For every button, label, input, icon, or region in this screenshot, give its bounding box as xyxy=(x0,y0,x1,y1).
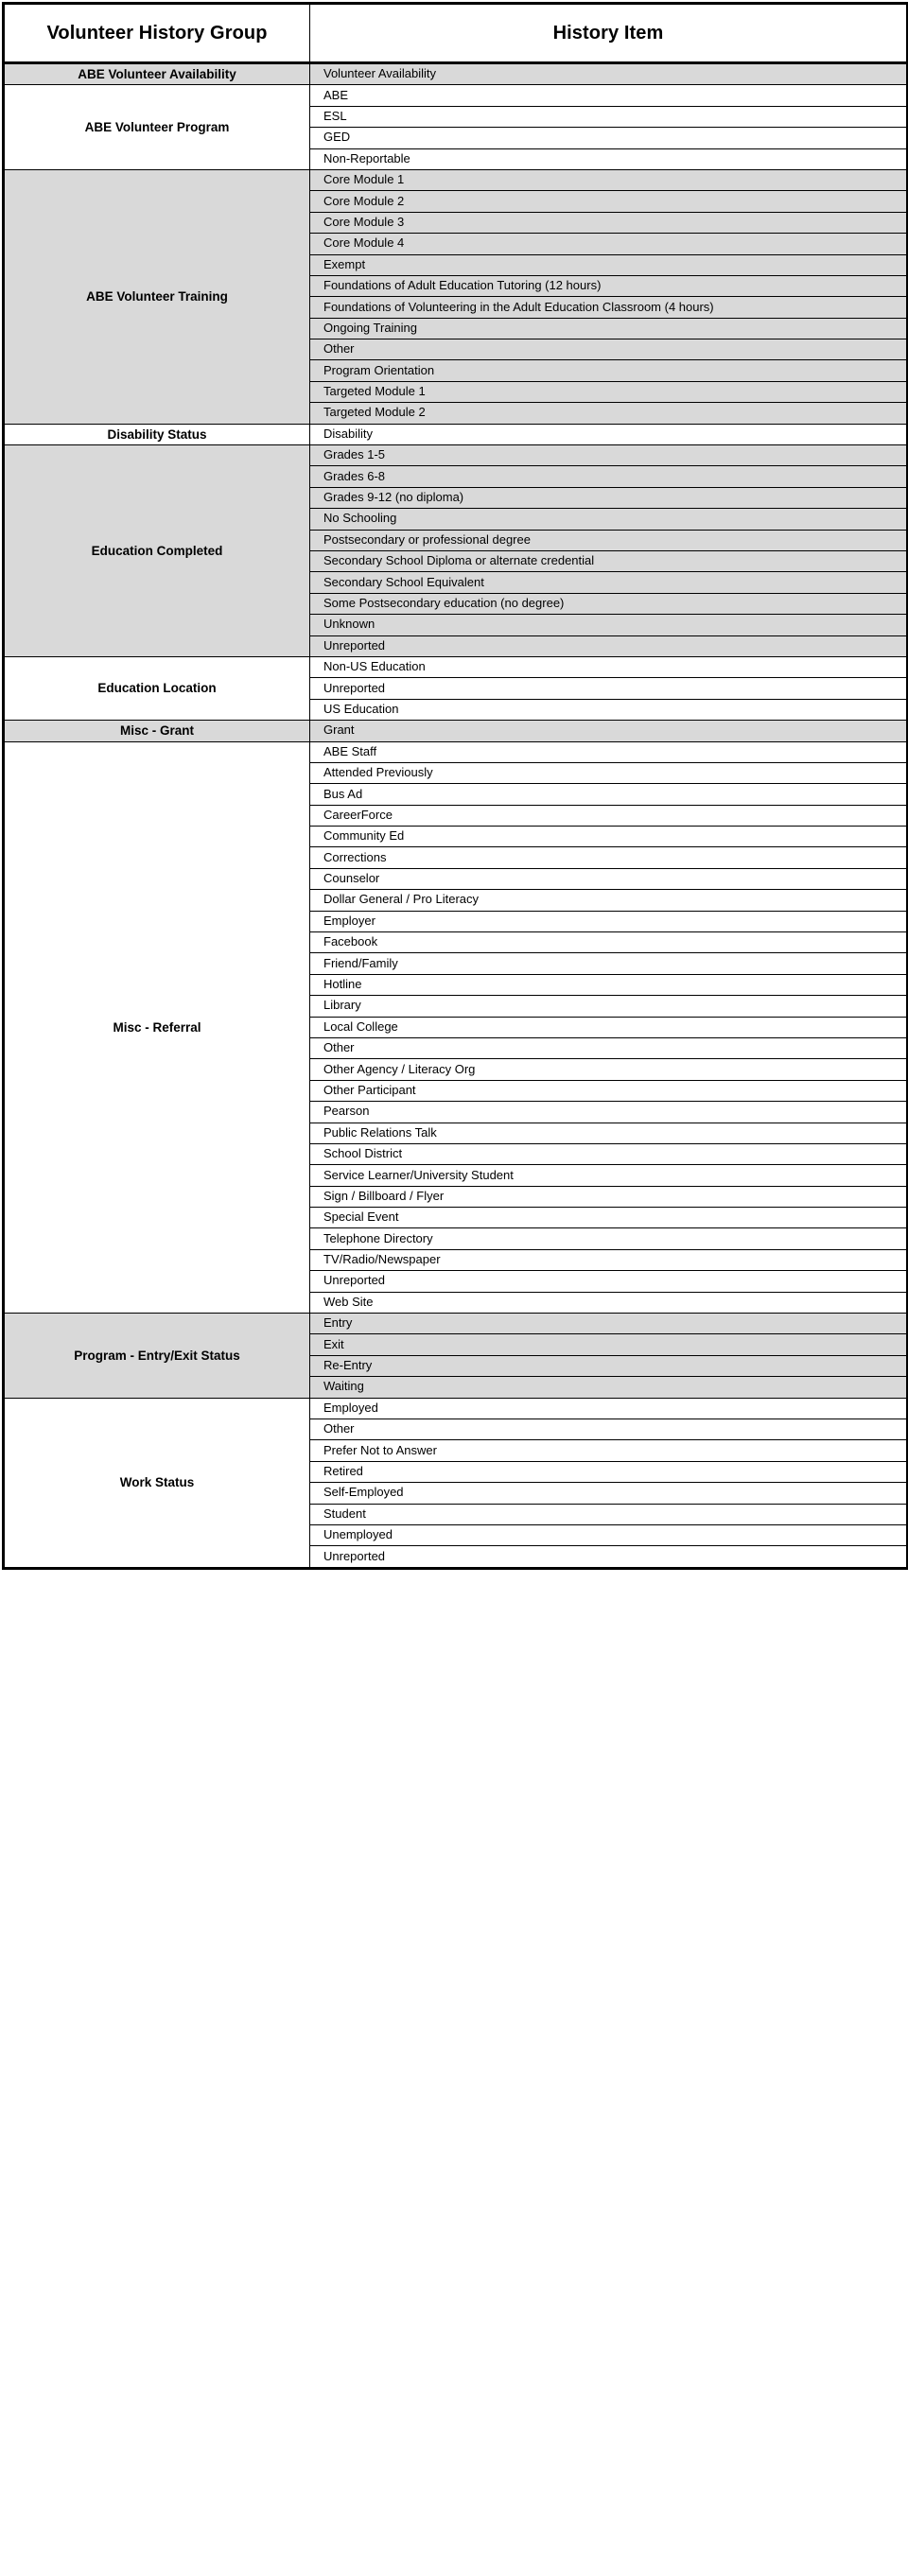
history-item-cell: Facebook xyxy=(310,932,908,953)
history-item-cell: Attended Previously xyxy=(310,762,908,783)
history-item-cell: Volunteer Availability xyxy=(310,63,908,85)
table-row xyxy=(4,656,908,677)
history-item-cell: Public Relations Talk xyxy=(310,1123,908,1143)
history-item-cell: Other xyxy=(310,1037,908,1058)
history-item-cell: Other Participant xyxy=(310,1080,908,1101)
table-row xyxy=(4,721,908,741)
table-header-row xyxy=(4,4,908,63)
history-item-cell: Unreported xyxy=(310,1271,908,1292)
history-item-cell: Hotline xyxy=(310,974,908,995)
table-row xyxy=(4,63,908,85)
column-header-history-item: History Item xyxy=(310,4,908,63)
table-row xyxy=(4,169,908,190)
history-item-cell: ABE xyxy=(310,85,908,106)
history-item-cell: Other xyxy=(310,1419,908,1440)
group-name-cell: ABE Volunteer Availability xyxy=(4,63,310,85)
history-item-cell: ABE Staff xyxy=(310,741,908,762)
history-item-cell: Secondary School Diploma or alternate credential xyxy=(310,550,908,571)
group-name-cell: Misc - Referral xyxy=(4,741,310,1314)
history-item-cell: Grant xyxy=(310,721,908,741)
table-row xyxy=(4,424,908,444)
table-row xyxy=(4,1314,908,1334)
history-item-cell: Retired xyxy=(310,1461,908,1482)
history-item-cell: Re-Entry xyxy=(310,1355,908,1376)
volunteer-history-table xyxy=(2,2,908,1570)
history-item-cell: Non-US Education xyxy=(310,656,908,677)
history-item-cell: Bus Ad xyxy=(310,784,908,805)
history-item-cell: Core Module 3 xyxy=(310,212,908,233)
history-item-cell: Targeted Module 1 xyxy=(310,381,908,402)
table-row xyxy=(4,1398,908,1419)
history-item-cell: Prefer Not to Answer xyxy=(310,1440,908,1461)
history-item-cell: Counselor xyxy=(310,868,908,889)
history-item-cell: Telephone Directory xyxy=(310,1228,908,1249)
history-item-cell: No Schooling xyxy=(310,509,908,530)
history-item-cell: Postsecondary or professional degree xyxy=(310,530,908,550)
history-item-cell: Exempt xyxy=(310,254,908,275)
group-name-cell: Program - Entry/Exit Status xyxy=(4,1314,310,1399)
history-item-cell: Unreported xyxy=(310,678,908,699)
history-item-cell: Core Module 2 xyxy=(310,191,908,212)
group-name-cell: Work Status xyxy=(4,1398,310,1568)
history-item-cell: Waiting xyxy=(310,1377,908,1398)
history-item-cell: Student xyxy=(310,1504,908,1524)
history-item-cell: Sign / Billboard / Flyer xyxy=(310,1186,908,1207)
history-item-cell: Employed xyxy=(310,1398,908,1419)
group-name-cell: Education Completed xyxy=(4,445,310,657)
table-body xyxy=(4,63,908,1569)
history-item-cell: Other Agency / Literacy Org xyxy=(310,1059,908,1080)
history-item-cell: Unreported xyxy=(310,635,908,656)
history-item-cell: GED xyxy=(310,128,908,148)
history-item-cell: Unknown xyxy=(310,615,908,635)
history-item-cell: Ongoing Training xyxy=(310,318,908,339)
history-item-cell: Self-Employed xyxy=(310,1483,908,1504)
history-item-cell: TV/Radio/Newspaper xyxy=(310,1249,908,1270)
history-item-cell: Web Site xyxy=(310,1292,908,1313)
history-item-cell: Dollar General / Pro Literacy xyxy=(310,890,908,911)
history-item-cell: Grades 1-5 xyxy=(310,445,908,466)
history-item-cell: Corrections xyxy=(310,847,908,868)
group-name-cell: Education Location xyxy=(4,656,310,720)
history-item-cell: Library xyxy=(310,996,908,1017)
history-item-cell: Grades 9-12 (no diploma) xyxy=(310,487,908,508)
history-item-cell: Program Orientation xyxy=(310,360,908,381)
history-item-cell: Friend/Family xyxy=(310,953,908,974)
history-item-cell: Other xyxy=(310,339,908,360)
history-item-cell: Disability xyxy=(310,424,908,444)
history-item-cell: Service Learner/University Student xyxy=(310,1165,908,1186)
group-name-cell: Misc - Grant xyxy=(4,721,310,741)
history-item-cell: US Education xyxy=(310,699,908,720)
history-item-cell: Special Event xyxy=(310,1208,908,1228)
group-name-cell: ABE Volunteer Program xyxy=(4,85,310,170)
history-item-cell: Targeted Module 2 xyxy=(310,403,908,424)
group-name-cell: ABE Volunteer Training xyxy=(4,169,310,424)
group-name-cell: Disability Status xyxy=(4,424,310,444)
history-item-cell: Unreported xyxy=(310,1546,908,1568)
history-item-cell: Some Postsecondary education (no degree) xyxy=(310,593,908,614)
history-item-cell: Entry xyxy=(310,1314,908,1334)
history-item-cell: Grades 6-8 xyxy=(310,466,908,487)
history-item-cell: ESL xyxy=(310,106,908,127)
table-row xyxy=(4,85,908,106)
history-item-cell: Local College xyxy=(310,1017,908,1037)
history-item-cell: CareerForce xyxy=(310,805,908,826)
history-item-cell: Exit xyxy=(310,1334,908,1355)
history-item-cell: Unemployed xyxy=(310,1524,908,1545)
history-item-cell: Employer xyxy=(310,911,908,931)
history-item-cell: Core Module 1 xyxy=(310,169,908,190)
history-item-cell: Core Module 4 xyxy=(310,234,908,254)
history-item-cell: Foundations of Volunteering in the Adult Education Classroom (4 hours) xyxy=(310,297,908,318)
history-item-cell: Community Ed xyxy=(310,827,908,847)
history-item-cell: Pearson xyxy=(310,1102,908,1123)
history-item-cell: Secondary School Equivalent xyxy=(310,572,908,593)
history-item-cell: School District xyxy=(310,1143,908,1164)
column-header-volunteer-history-group: Volunteer History Group xyxy=(4,4,310,63)
table-header xyxy=(4,4,908,63)
history-item-cell: Non-Reportable xyxy=(310,148,908,169)
history-item-cell: Foundations of Adult Education Tutoring (12 hours) xyxy=(310,275,908,296)
table-row xyxy=(4,445,908,466)
table-row xyxy=(4,741,908,762)
